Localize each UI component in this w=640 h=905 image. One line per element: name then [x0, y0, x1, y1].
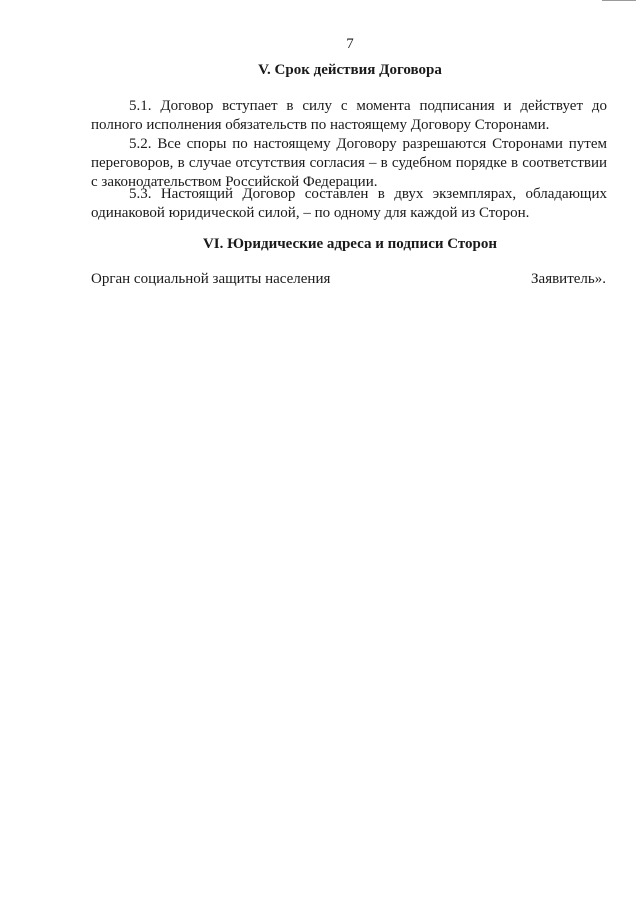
paragraph-5-1: 5.1. Договор вступает в силу с момента подписания и действует до полного исполнения обязательств по настоящему Договору Сторонами. [91, 98, 607, 133]
paragraph-5-2: 5.2. Все споры по настоящему Договору разрешаются Сторонами путем переговоров, в случае отсутствия согласия – в судебном порядке в соответствии с законодательством Российской Федерации. [91, 136, 607, 190]
page-number: 7 [346, 36, 354, 52]
section-5-heading: V. Срок действия Договора [258, 62, 442, 78]
section-6-heading: VI. Юридические адреса и подписи Сторон [202, 236, 498, 252]
paragraph-5-3: 5.3. Настоящий Договор составлен в двух экземплярах, обладающих одинаковой юридической силой, – по одному для каждой из Сторон. [91, 186, 607, 221]
party-right-label: Заявитель». [531, 271, 606, 287]
top-edge-rule [602, 0, 636, 1]
party-left-label: Орган социальной защиты населения [91, 271, 331, 287]
